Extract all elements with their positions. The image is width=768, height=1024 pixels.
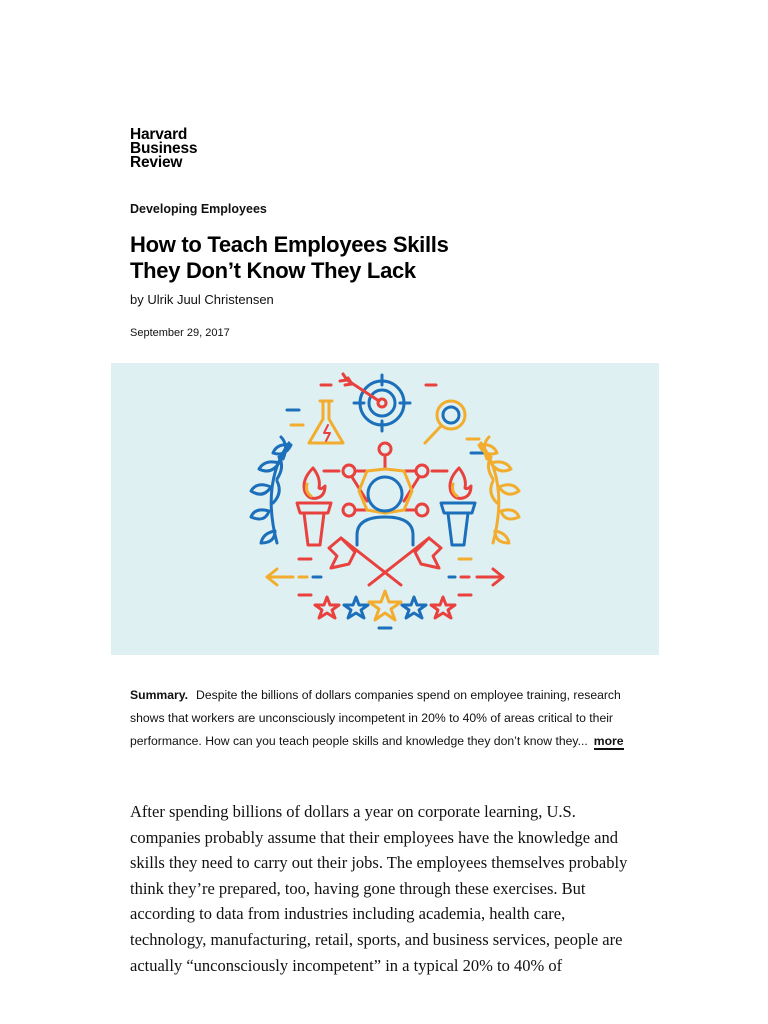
summary-text: Despite the billions of dollars companies spend on employee training, research shows that workers are unconsciously incompetent in 20% to 40% of areas critical to their performance. How can you teach people skills and knowledge they don’t know they...	[130, 688, 621, 748]
torch-icon-right	[441, 468, 475, 545]
star-icon	[315, 591, 455, 620]
more-link[interactable]: more	[593, 734, 624, 748]
byline: by Ulrik Juul Christensen	[130, 292, 274, 307]
magnifier-icon	[425, 401, 465, 443]
network-icon	[343, 443, 428, 516]
title-line-1: How to Teach Employees Skills	[130, 232, 449, 257]
flask-icon	[309, 401, 343, 443]
summary-label: Summary.	[130, 688, 189, 702]
logo-line-1: Harvard	[130, 126, 188, 143]
laurel-icon-left	[251, 437, 291, 543]
target-icon	[340, 374, 410, 431]
article-title	[130, 232, 550, 284]
publish-date: September 29, 2017	[130, 327, 230, 339]
torch-icon-left	[297, 468, 331, 545]
flags-icon	[329, 538, 441, 585]
title-line-2: They Don’t Know They Lack	[130, 258, 416, 283]
arrow-icon-right	[449, 569, 503, 585]
laurel-icon-right	[479, 437, 519, 543]
arrow-icon-left	[267, 569, 321, 585]
hero-illustration	[111, 363, 659, 655]
logo-line-2: Business	[130, 140, 198, 157]
article-summary	[130, 684, 645, 753]
topic-link[interactable]: Developing Employees	[130, 202, 267, 216]
article-body-paragraph: After spending billions of dollars a year on corporate learning, U.S. companies probably assume that their employees have the knowledge and skills they need to carry out their jobs. The employees themselves probably think they’re prepared, too, having gone through these exercises. But according to data from industries including academia, health care, technology, manufacturing, retail, sports, and business services, people are actually “unconsciously incompetent” in a typical 20% to 40% of	[130, 802, 628, 975]
logo-line-3: Review	[130, 154, 183, 171]
hbr-logo[interactable]	[130, 128, 197, 170]
